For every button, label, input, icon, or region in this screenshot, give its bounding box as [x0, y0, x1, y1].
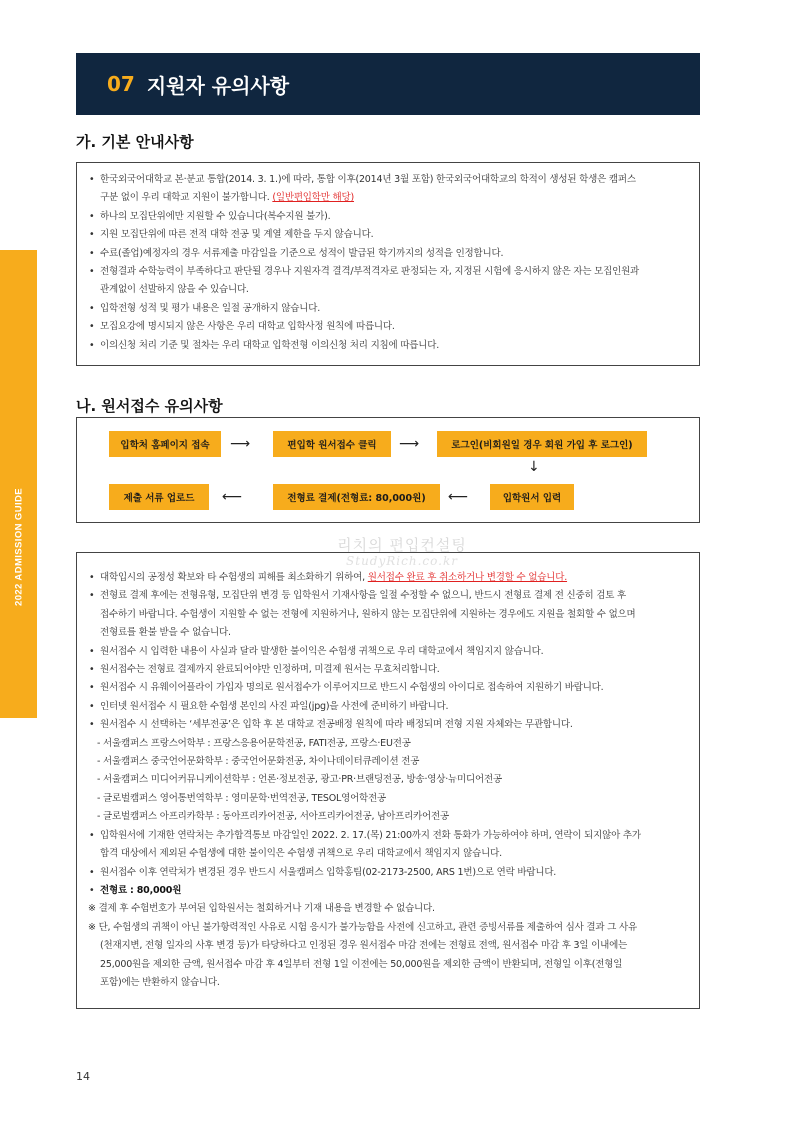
side-accent-bar: [0, 250, 37, 718]
list-item: • 지원 모집단위에 따른 전적 대학 전공 및 계열 제한을 두지 않습니다.: [77, 226, 699, 244]
flow-box-container: [76, 417, 700, 523]
note-item: ※ 단, 수험생의 귀책이 아닌 불가항력적인 사유로 시험 응시가 불가능함을 사전에 신고하고, 관련 증빙서류를 제출하여 심사 결과 그 사유 (천재지변, 전형 일자의 사후 변경 등)가 타당하다고 인정된 경우 원서접수 마감 전에는 전형료 전액, 원서접수 마감 후 3일 이내에는 25,000원을 제외한 금액, 원서접수 마감 후 4일부터 전형 1일 이전에는 50,000원을 제외한 금액이 반환되며, 전형일 이후(전형일 포함)에는 반환하지 않습니다.: [88, 921, 637, 988]
basic-info-box: [76, 162, 700, 366]
basic-info-list: [77, 171, 699, 355]
side-label: 2022 ADMISSION GUIDE: [13, 488, 25, 606]
flow-step-upload: 제출 서류 업로드: [109, 484, 209, 510]
arrow-right-icon: ⟶: [230, 436, 251, 452]
list-item: • 원서접수 시 유웨이어플라이 가입자 명의로 원서접수가 이루어지므로 반드시 수험생의 아이디로 접속하여 지원하기 바랍니다.: [77, 679, 699, 697]
flow-step-homepage: 입학처 홈페이지 접속: [109, 431, 221, 457]
watermark: 리치의 편입컨설팅 StudyRich.co.kr: [337, 536, 467, 568]
flow-step-apply: 편입학 원서접수 클릭: [273, 431, 391, 457]
arrow-left-icon: ⟵: [222, 489, 243, 505]
flow-step-input: 입학원서 입력: [490, 484, 574, 510]
section1-title: 가. 기본 안내사항: [76, 133, 194, 151]
list-item: • 원서접수 시 입력한 내용이 사실과 달라 발생한 불이익은 수험생 귀책으로 우리 대학교에서 책임지지 않습니다.: [77, 643, 699, 661]
list-item: • 하나의 모집단위에만 지원할 수 있습니다(복수지원 불가).: [77, 208, 699, 226]
major-item: - 서울캠퍼스 프랑스어학부 : 프랑스응용어문학전공, FATI전공, 프랑스·EU전공: [97, 737, 411, 749]
application-notes-list: [77, 569, 699, 992]
major-item: - 글로벌캠퍼스 영어통번역학부 : 영미문학·번역전공, TESOL영어학전공: [97, 792, 386, 804]
list-item: • 모집요강에 명시되지 않은 사항은 우리 대학교 입학사정 원칙에 따릅니다.: [77, 318, 699, 336]
arrow-left-icon: ⟵: [448, 489, 469, 505]
list-item: • 입학전형 성적 및 평가 내용은 일절 공개하지 않습니다.: [77, 300, 699, 318]
highlight-note: 원서접수 완료 후 취소하거나 변경할 수 없습니다.: [367, 572, 568, 583]
list-item: • 원서접수 이후 연락처가 변경된 경우 반드시 서울캠퍼스 입학홍팀(02-2173-2500, ARS 1번)으로 연락 바랍니다.: [77, 864, 699, 882]
list-item: • 한국외국어대학교 본·분교 통합(2014. 3. 1.)에 따라, 통합 이후(2014년 3월 포함) 한국외국어대학교의 학적이 생성된 학생은 캠퍼스 구분 없이 우리 대학교 지원이 불가합니다. (일반편입학만 해당): [77, 171, 699, 208]
section-number: 07: [107, 72, 135, 96]
list-item: • 수료(졸업)예정자의 경우 서류제출 마감일을 기준으로 성적이 발급된 학기까지의 성적을 인정합니다.: [77, 245, 699, 263]
list-item: • 대학입시의 공정성 확보와 타 수험생의 피해를 최소화하기 위하여, 원서접수 완료 후 취소하거나 변경할 수 없습니다.: [77, 569, 699, 587]
list-item: • 이의신청 처리 기준 및 절차는 우리 대학교 입학전형 이의신청 처리 지침에 따릅니다.: [77, 337, 699, 355]
fee-text: 전형료 : 80,000원: [100, 884, 182, 896]
arrow-down-icon: ↓: [528, 459, 540, 475]
major-item: - 서울캠퍼스 미디어커뮤니케이션학부 : 언론·정보전공, 광고·PR·브랜딩전공, 방송·영상·뉴미디어전공: [97, 774, 502, 786]
list-item: • 입학원서에 기재한 연락처는 추가합격통보 마감일인 2022. 2. 17.(목) 21:00까지 전화 통화가 가능하여야 하며, 연락이 되지않아 추가 합격 대상에서 제외된 수험생에 대한 불이익은 수험생 귀책으로 우리 대학교에서 책임지지 않습니다.: [77, 827, 699, 864]
flow-step-login: 로그인(비회원일 경우 회원 가입 후 로그인): [437, 431, 647, 457]
list-item: [77, 882, 699, 900]
application-notes-box: [76, 552, 700, 1009]
section-heading: 지원자 유의사항: [146, 73, 290, 98]
major-item: - 서울캠퍼스 중국언어문화학부 : 중국언어문화전공, 차이나데이터큐레이션 전공: [97, 756, 420, 768]
flow-step-payment: 전형료 결제(전형료: 80,000원): [273, 484, 440, 510]
major-item: - 글로벌캠퍼스 아프리카학부 : 동아프리카어전공, 서아프리카어전공, 남아프리카어전공: [97, 811, 449, 823]
page-number: 14: [76, 1070, 90, 1083]
list-item: • 전형료 결제 후에는 전형유형, 모집단위 변경 등 입학원서 기재사항을 일절 수정할 수 없으니, 반드시 전형료 결제 전 신중히 검토 후 접수하기 바랍니다. 수험생이 지원할 수 없는 전형에 지원하거나, 원하지 않는 모집단위에 지원하는 경우에도 지원을 철회할 수 없으며 전형료를 환불 받을 수 없습니다.: [77, 587, 699, 642]
arrow-right-icon: ⟶: [399, 436, 420, 452]
highlight-note: (일반편입학만 해당): [272, 192, 355, 204]
list-item: • 인터넷 원서접수 시 필요한 수험생 본인의 사진 파일(jpg)을 사전에 준비하기 바랍니다.: [77, 698, 699, 716]
list-item: • 전형결과 수학능력이 부족하다고 판단될 경우나 지원자격 결격/부적격자로 판정되는 자, 지정된 시험에 응시하지 않은 자는 모집인원과 관계없이 선발하지 않을 수 있습니다.: [77, 263, 699, 300]
section-header: [76, 53, 700, 115]
note-item: ※ 결제 후 수험번호가 부여된 입학원서는 철회하거나 기재 내용을 변경할 수 없습니다.: [88, 903, 435, 915]
section2-title: 나. 원서접수 유의사항: [76, 397, 223, 415]
list-item: • 원서접수는 전형료 결제까지 완료되어야만 인정하며, 미결제 원서는 무효처리합니다.: [77, 661, 699, 679]
list-item: • 원서접수 시 선택하는 ‘세부전공’은 입학 후 본 대학교 전공배정 원칙에 따라 배정되며 전형 지원 자체와는 무관합니다.: [77, 716, 699, 734]
